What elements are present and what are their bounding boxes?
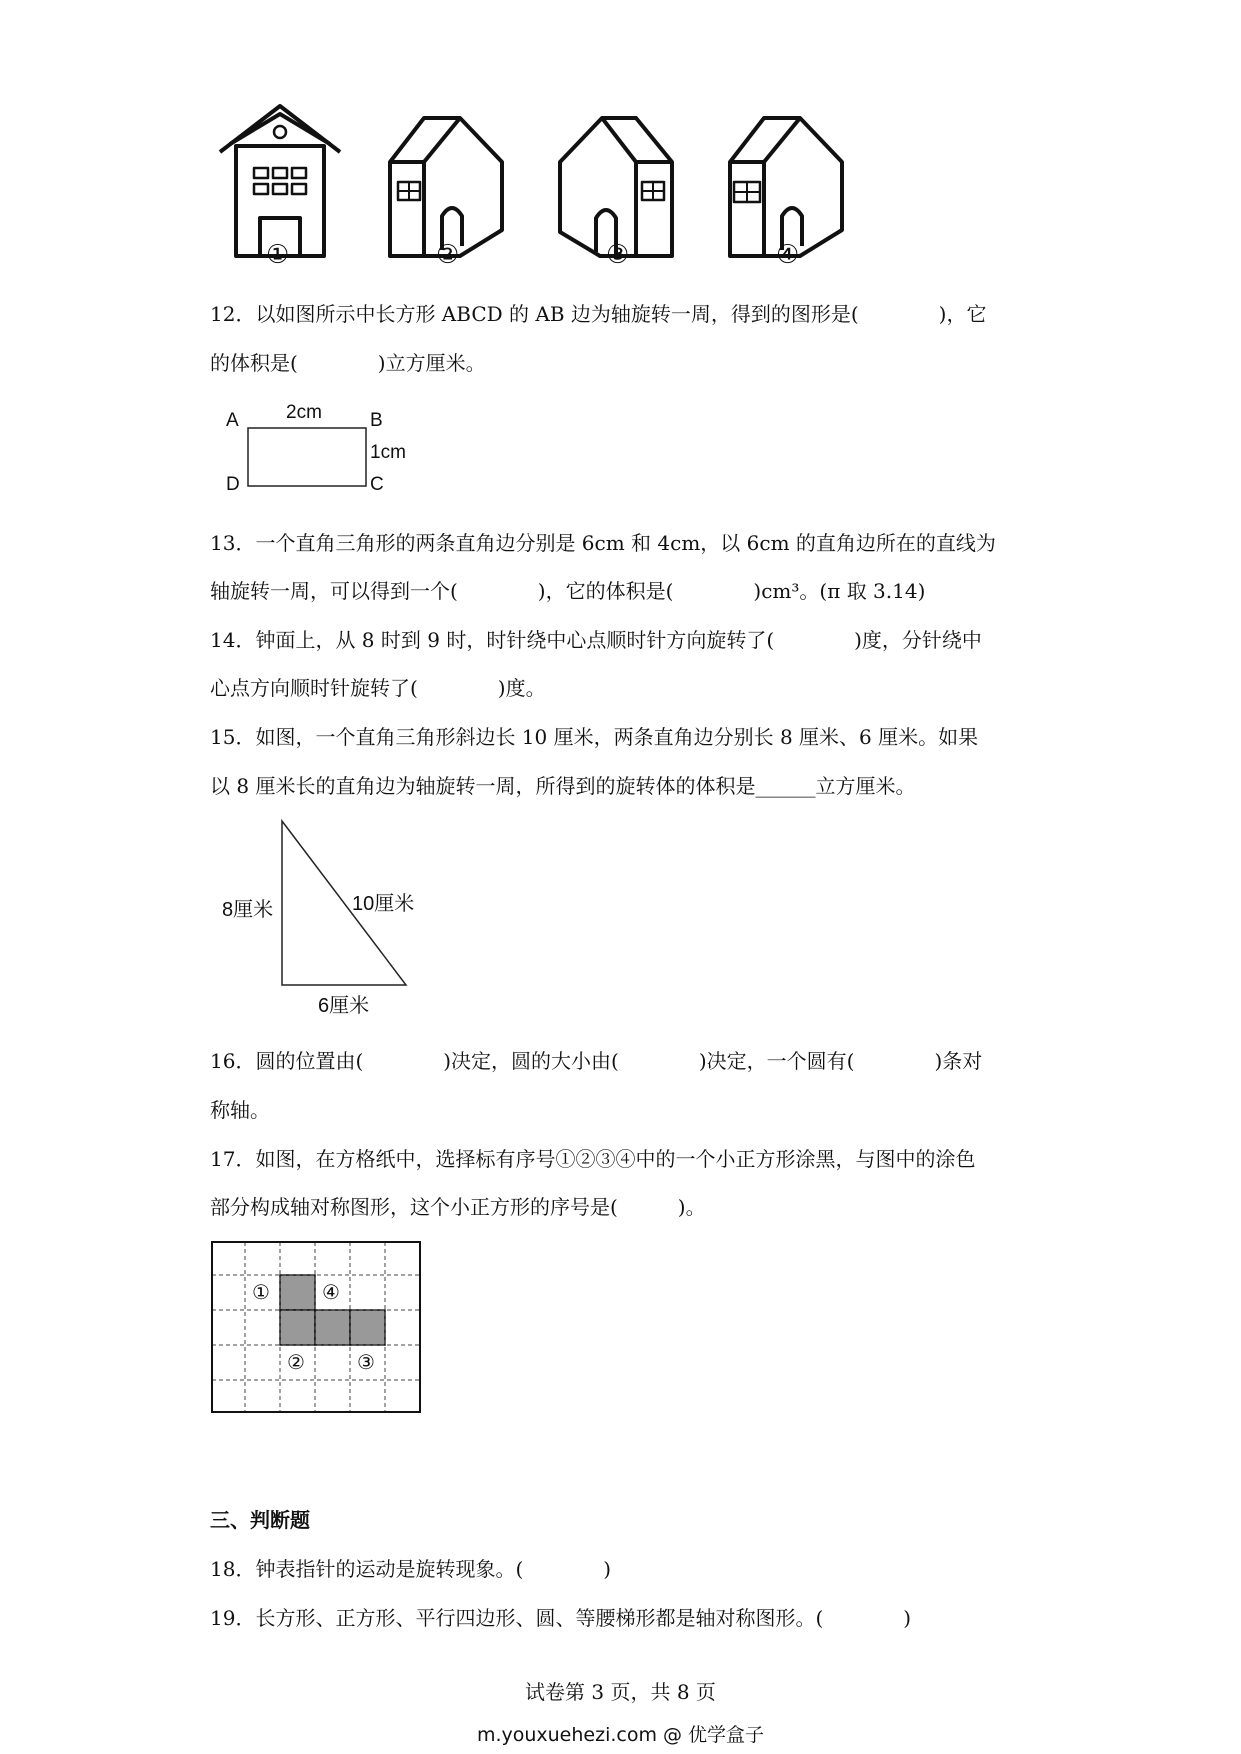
house-label-3: ③ bbox=[606, 240, 630, 270]
grid-mark-3: ③ bbox=[357, 1350, 375, 1374]
grid-paper bbox=[210, 1240, 426, 1420]
house-label-2: ② bbox=[436, 240, 460, 270]
grid-mark-2: ② bbox=[287, 1350, 305, 1374]
shaded-square bbox=[280, 1310, 315, 1345]
grid-mark-1: ① bbox=[252, 1280, 270, 1304]
label-2cm: 2cm bbox=[286, 402, 322, 423]
label-8cm: 8厘米 bbox=[222, 899, 274, 921]
q15-line2: 以 8 厘米长的直角边为轴旋转一周，所得到的旋转体的体积是______立方厘米。 bbox=[210, 774, 916, 798]
house-label-1: ① bbox=[266, 240, 290, 270]
q15-line1: 15．如图，一个直角三角形斜边长 10 厘米，两条直角边分别长 8 厘米、6 厘米。如果 bbox=[210, 725, 979, 749]
house-3 bbox=[560, 118, 672, 256]
house-1 bbox=[220, 106, 340, 256]
q17-line2: 部分构成轴对称图形，这个小正方形的序号是( )。 bbox=[210, 1195, 706, 1219]
q16-line1: 16．圆的位置由( )决定，圆的大小由( )决定，一个圆有( )条对 bbox=[210, 1049, 983, 1073]
q18-line1: 18．钟表指针的运动是旋转现象。( ) bbox=[210, 1557, 612, 1581]
label-a: A bbox=[226, 410, 239, 431]
q14-line1: 14．钟面上，从 8 时到 9 时，时针绕中心点顺时针方向旋转了( )度，分针绕中 bbox=[210, 628, 982, 652]
shaded-square bbox=[315, 1310, 350, 1345]
q19-line1: 19．长方形、正方形、平行四边形、圆、等腰梯形都是轴对称图形。( ) bbox=[210, 1606, 912, 1630]
label-b: B bbox=[370, 410, 383, 431]
houses-figure bbox=[210, 100, 860, 280]
label-c: C bbox=[370, 474, 384, 495]
rectangle-figure bbox=[220, 400, 420, 500]
shaded-square bbox=[350, 1310, 385, 1345]
label-1cm: 1cm bbox=[370, 442, 406, 463]
houses-drawing bbox=[210, 100, 860, 280]
section-title: 三、判断题 bbox=[210, 1508, 310, 1532]
triangle-figure bbox=[220, 815, 440, 1015]
label-d: D bbox=[226, 474, 240, 495]
q12-line1: 12．以如图所示中长方形 ABCD 的 AB 边为轴旋转一周，得到的图形是( )，它 bbox=[210, 302, 987, 326]
label-10cm: 10厘米 bbox=[352, 893, 415, 915]
house-2 bbox=[390, 118, 502, 256]
q17-line1: 17．如图，在方格纸中，选择标有序号①②③④中的一个小正方形涂黑，与图中的涂色 bbox=[210, 1147, 976, 1171]
house-label-4: ④ bbox=[776, 240, 800, 270]
q13-line1: 13．一个直角三角形的两条直角边分别是 6cm 和 4cm，以 6cm 的直角边所在的直线为 bbox=[210, 531, 996, 555]
grid-mark-4: ④ bbox=[322, 1280, 340, 1304]
grid-figure bbox=[210, 1240, 426, 1420]
q13-line2: 轴旋转一周，可以得到一个( )，它的体积是( )cm³。(π 取 3.14) bbox=[210, 579, 926, 603]
page-footer: 试卷第 3 页，共 8 页 bbox=[525, 1680, 716, 1704]
q14-line2: 心点方向顺时针旋转了( )度。 bbox=[210, 676, 546, 700]
q12-line2: 的体积是( )立方厘米。 bbox=[210, 351, 486, 375]
label-6cm: 6厘米 bbox=[318, 995, 370, 1017]
q16-line2: 称轴。 bbox=[210, 1098, 270, 1122]
house-4 bbox=[730, 118, 842, 256]
site-watermark: m.youxuehezi.com @ 优学盒子 bbox=[476, 1724, 765, 1746]
shaded-square bbox=[280, 1275, 315, 1310]
